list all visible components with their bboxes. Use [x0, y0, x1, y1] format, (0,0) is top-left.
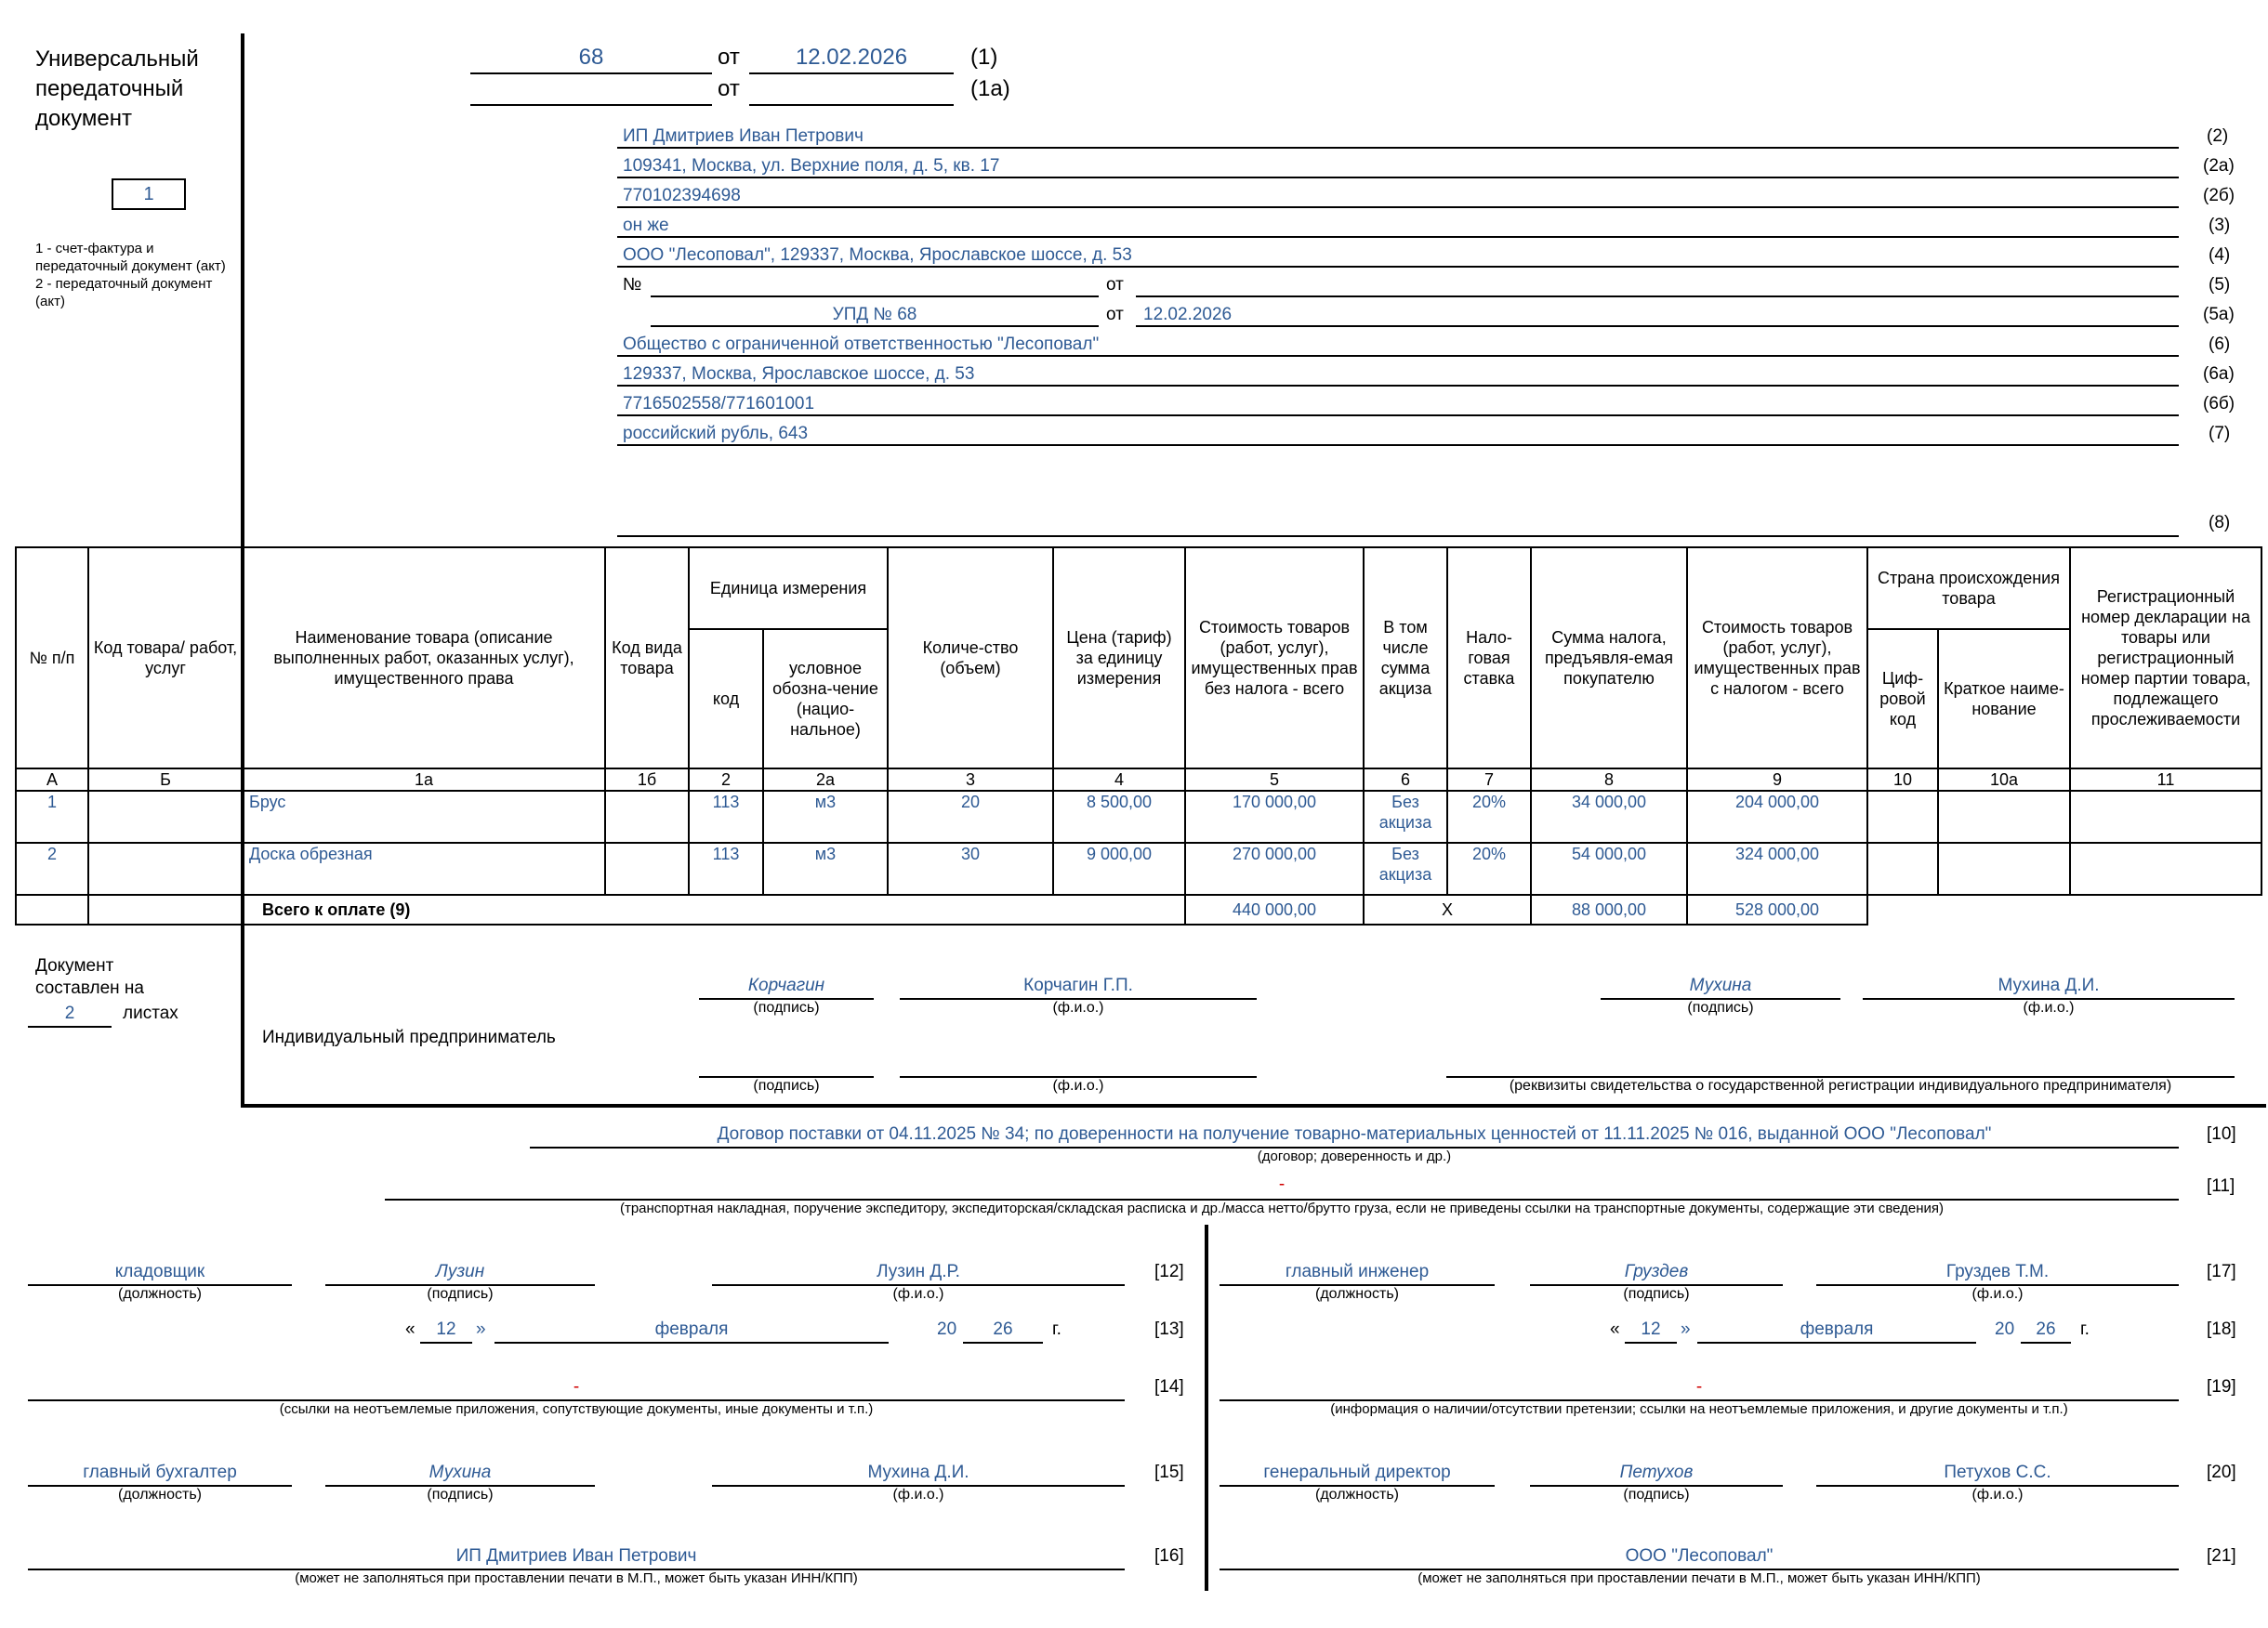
basis-caption: (договор; доверенность и др.)	[1257, 1149, 1452, 1164]
cap-fio: (ф.и.о.)	[892, 1286, 944, 1302]
code-21: [21]	[2207, 1546, 2236, 1566]
head-name[interactable]: Корчагин Г.П.	[1023, 976, 1133, 995]
col-code: 3	[888, 768, 1053, 791]
col-code: 2	[689, 768, 763, 791]
left-year-prefix: 20	[937, 1319, 957, 1339]
row-unit[interactable]: м3	[763, 791, 888, 843]
left-entity-caption: (может не заполняться при проставлении печати в М.П., может быть указан ИНН/КПП)	[295, 1570, 858, 1586]
code-20: [20]	[2207, 1463, 2236, 1482]
right-signature-1[interactable]: Груздев	[1624, 1262, 1689, 1281]
rule	[470, 104, 712, 106]
hdr-total: Стоимость товаров (работ, услуг), имущественных прав с налогом - всего	[1687, 547, 1867, 768]
right-info-caption: (информация о наличии/отсутствии претензии; ссылки на неотъемлемые приложения, и другие документы и т.п.)	[1330, 1401, 2068, 1417]
left-signature-2[interactable]: Мухина	[429, 1463, 492, 1482]
row-country-code[interactable]	[1867, 843, 1938, 895]
status-legend: 1 - счет-фактура и передаточный документ (акт) 2 - передаточный документ (акт)	[35, 241, 226, 309]
row-excise[interactable]: Без акциза	[1364, 791, 1447, 843]
totals-total[interactable]: 528 000,00	[1687, 895, 1867, 925]
cap-fio: (ф.и.о.)	[892, 1487, 944, 1503]
totals-blank	[88, 895, 243, 925]
doc-title: Универсальный передаточный документ	[35, 46, 199, 131]
row-unit-code[interactable]: 113	[689, 791, 763, 843]
col-code: 7	[1447, 768, 1531, 791]
code-3: (3)	[2209, 216, 2231, 235]
code-17: [17]	[2207, 1262, 2236, 1281]
hdr-country: Страна происхождения товара	[1867, 547, 2070, 629]
hdr-country-name: Краткое наиме-нование	[1938, 629, 2070, 768]
code-18: [18]	[2207, 1319, 2236, 1339]
col-code: 6	[1364, 768, 1447, 791]
hdr-price: Цена (тариф) за единицу измерения	[1053, 547, 1185, 768]
code-11: [11]	[2207, 1176, 2235, 1196]
right-entity-caption: (может не заполняться при проставлении печати в М.П., может быть указан ИНН/КПП)	[1418, 1570, 1981, 1586]
hdr-kind: Код вида товара	[605, 547, 689, 768]
code-13: [13]	[1154, 1319, 1184, 1339]
row-country-name[interactable]	[1938, 791, 2070, 843]
totals-label: Всего к оплате (9)	[243, 895, 1185, 925]
shipment-doc-from-label: от	[1106, 305, 1124, 324]
col-code: Б	[88, 768, 243, 791]
row-regnum[interactable]	[2070, 843, 2261, 895]
right-position-1[interactable]: главный инженер	[1285, 1262, 1430, 1281]
col-code: 10	[1867, 768, 1938, 791]
totals-row	[16, 895, 2261, 925]
hdr-unit-name: условное обозна-чение (нацио-нальное)	[763, 629, 888, 768]
basis-value[interactable]: Договор поставки от 04.11.2025 № 34; по доверенности на получение товарно-материальных ценностей от 11.11.2025 № 016, выданной ООО "Лесоповал"	[717, 1124, 1992, 1144]
acc-name[interactable]: Мухина Д.И.	[1998, 976, 2100, 995]
seller-name[interactable]: ИП Дмитриев Иван Петрович	[623, 126, 864, 146]
row-kind[interactable]	[605, 843, 689, 895]
invoice-from-label-2: от	[718, 76, 740, 101]
row-country-code[interactable]	[1867, 791, 1938, 843]
row-price[interactable]: 9 000,00	[1053, 843, 1185, 895]
row-price[interactable]: 8 500,00	[1053, 791, 1185, 843]
currency[interactable]: российский рубль, 643	[623, 424, 809, 443]
row-kind[interactable]	[605, 791, 689, 843]
quote-open: «	[405, 1319, 415, 1339]
left-month[interactable]: февраля	[654, 1319, 729, 1339]
cap-fio: (ф.и.о.)	[1052, 1000, 1104, 1016]
invoice-date[interactable]: 12.02.2026	[795, 45, 908, 70]
left-position-2[interactable]: главный бухгалтер	[83, 1463, 237, 1482]
left-entity[interactable]: ИП Дмитриев Иван Петрович	[455, 1546, 697, 1566]
rule	[494, 1342, 889, 1344]
totals-blank	[16, 895, 88, 925]
right-month[interactable]: февраля	[1800, 1319, 1874, 1339]
row-rate[interactable]: 20%	[1447, 843, 1531, 895]
row-name[interactable]: Брус	[243, 791, 605, 843]
sheets-count[interactable]: 2	[64, 1004, 75, 1023]
table-row	[16, 843, 2261, 895]
cap-position: (должность)	[1315, 1286, 1399, 1302]
right-name-2[interactable]: Петухов С.С.	[1944, 1463, 2051, 1482]
code-8: (8)	[2209, 513, 2231, 532]
hdr-regnum: Регистрационный номер декларации на товары или регистрационный номер партии товара, подлежащего прослеживаемости	[2070, 547, 2261, 768]
row-total[interactable]: 324 000,00	[1687, 843, 1867, 895]
consignee[interactable]: ООО "Лесоповал", 129337, Москва, Ярославское шоссе, д. 53	[623, 245, 1132, 265]
invoice-number[interactable]: 68	[578, 45, 604, 70]
left-signature-1[interactable]: Лузин	[435, 1262, 485, 1281]
hdr-country-code: Циф-ровой код	[1867, 629, 1938, 768]
center-divider	[1205, 1225, 1208, 1591]
invoice-from-label: от	[718, 45, 740, 70]
cap-sign: (подпись)	[1687, 1000, 1754, 1016]
code-15: [15]	[1154, 1463, 1184, 1482]
row-num[interactable]: 1	[16, 791, 88, 843]
hdr-name: Наименование товара (описание выполненных работ, оказанных услуг), имущественного права	[243, 547, 605, 768]
hdr-tax: Сумма налога, предъявля-емая покупателю	[1531, 547, 1687, 768]
head-signature[interactable]: Корчагин	[747, 976, 825, 995]
rule	[617, 385, 2179, 387]
row-unit-code[interactable]: 113	[689, 843, 763, 895]
col-code: 10а	[1938, 768, 2070, 791]
row-cost[interactable]: 170 000,00	[1185, 791, 1364, 843]
totals-tax[interactable]: 88 000,00	[1531, 895, 1687, 925]
rule	[617, 177, 2179, 178]
cap-sign: (подпись)	[427, 1487, 494, 1503]
cap-sign: (подпись)	[753, 1000, 820, 1016]
totals-empty	[1867, 895, 2261, 925]
right-entity[interactable]: ООО "Лесоповал"	[1625, 1546, 1774, 1566]
row-tax[interactable]: 34 000,00	[1531, 791, 1687, 843]
ip-label: Индивидуальный предприниматель	[262, 1028, 556, 1047]
left-position-1[interactable]: кладовщик	[114, 1262, 205, 1281]
hdr-rate: Нало-говая ставка	[1447, 547, 1531, 768]
col-code: А	[16, 768, 88, 791]
rule	[617, 236, 2179, 238]
rule	[617, 266, 2179, 268]
col-code: 8	[1531, 768, 1687, 791]
left-year-suffix: г.	[1052, 1319, 1061, 1339]
code-2: (2)	[2207, 126, 2229, 146]
code-2b: (2б)	[2203, 186, 2235, 205]
code-7: (7)	[2209, 424, 2231, 443]
buyer-address[interactable]: 129337, Москва, Ярославское шоссе, д. 53	[623, 364, 975, 384]
quote-close: »	[1681, 1319, 1691, 1339]
code-5: (5)	[2209, 275, 2231, 295]
buyer-name[interactable]: Общество с ограниченной ответственностью "Лесоповал"	[623, 335, 1100, 354]
code-1: (1)	[970, 45, 998, 70]
row-name[interactable]: Доска обрезная	[243, 843, 605, 895]
right-year[interactable]: 26	[2036, 1319, 2056, 1339]
rule	[1697, 1342, 1976, 1344]
cap-sign: (подпись)	[427, 1286, 494, 1302]
right-position-2[interactable]: генеральный директор	[1263, 1463, 1451, 1482]
cap-reg: (реквизиты свидетельства о государственной регистрации индивидуального предпринимателя)	[1509, 1078, 2172, 1094]
right-signature-2[interactable]: Петухов	[1619, 1463, 1694, 1482]
col-code: 1а	[243, 768, 605, 791]
rule	[617, 535, 2179, 537]
cap-position: (должность)	[118, 1286, 202, 1302]
left-day[interactable]: 12	[436, 1319, 456, 1339]
transport-caption: (транспортная накладная, поручение экспедитору, экспедиторская/складская расписка и др./масса нетто/брутто груза, если не приведены ссылки на транспортные документы, содержащие эти сведения)	[619, 1201, 1945, 1216]
row-num[interactable]: 2	[16, 843, 88, 895]
hdr-qty: Количе-ство (объем)	[888, 547, 1053, 768]
code-4: (4)	[2209, 245, 2231, 265]
rule	[470, 72, 712, 74]
col-code: 11	[2070, 768, 2261, 791]
hdr-num: № п/п	[16, 547, 88, 768]
col-code: 4	[1053, 768, 1185, 791]
rule	[1136, 325, 2179, 327]
buyer-inn[interactable]: 7716502558/771601001	[623, 394, 815, 414]
row-qty[interactable]: 20	[888, 791, 1053, 843]
acc-signature[interactable]: Мухина	[1689, 976, 1752, 995]
cap-fio: (ф.и.о.)	[2023, 1000, 2075, 1016]
cap-sign: (подпись)	[1623, 1487, 1690, 1503]
totals-cost[interactable]: 440 000,00	[1185, 895, 1364, 925]
cap-sign: (подпись)	[1623, 1286, 1690, 1302]
quote-open: «	[1610, 1319, 1620, 1339]
code-6b: (6б)	[2203, 394, 2235, 414]
payment-doc-from-label: от	[1106, 275, 1124, 295]
code-6a: (6а)	[2203, 364, 2235, 384]
code-19: [19]	[2207, 1377, 2236, 1397]
rule	[749, 72, 954, 74]
cap-position: (должность)	[118, 1487, 202, 1503]
right-name-1[interactable]: Груздев Т.М.	[1945, 1262, 2050, 1281]
col-codes-row	[16, 768, 2261, 791]
cap-fio: (ф.и.о.)	[1052, 1078, 1104, 1094]
rule	[617, 355, 2179, 357]
table-row	[16, 791, 2261, 843]
rule	[963, 1342, 1043, 1344]
right-year-suffix: г.	[2080, 1319, 2090, 1339]
hdr-unit: Единица измерения	[689, 547, 888, 629]
shipper[interactable]: он же	[623, 216, 669, 235]
col-code: 2а	[763, 768, 888, 791]
shipment-doc-date[interactable]: 12.02.2026	[1143, 305, 1233, 324]
col-code: 5	[1185, 768, 1364, 791]
row-code[interactable]	[88, 791, 243, 843]
rule	[617, 147, 2179, 149]
left-year[interactable]: 26	[993, 1319, 1013, 1339]
row-country-name[interactable]	[1938, 843, 2070, 895]
rule	[28, 1026, 112, 1028]
left-info-caption: (ссылки на неотъемлемые приложения, сопутствующие документы, иные документы и т.п.)	[279, 1401, 874, 1417]
block-bottom-line	[241, 1104, 2266, 1108]
quote-close: »	[476, 1319, 486, 1339]
shipment-doc[interactable]: УПД № 68	[832, 305, 917, 324]
rule	[617, 444, 2179, 446]
rule	[617, 206, 2179, 208]
row-excise[interactable]: Без акциза	[1364, 843, 1447, 895]
cap-fio: (ф.и.о.)	[1971, 1487, 2024, 1503]
rule	[1625, 1342, 1677, 1344]
right-year-prefix: 20	[1995, 1319, 2015, 1339]
cap-sign: (подпись)	[753, 1078, 820, 1094]
rule	[651, 295, 1099, 297]
cap-position: (должность)	[1315, 1487, 1399, 1503]
payment-doc-no-label: №	[623, 275, 642, 295]
row-code[interactable]	[88, 843, 243, 895]
code-5a: (5а)	[2203, 305, 2235, 324]
left-name-1[interactable]: Лузин Д.Р.	[877, 1262, 960, 1281]
code-1a: (1а)	[970, 76, 1010, 101]
transport-value[interactable]: -	[1278, 1175, 1286, 1194]
row-rate[interactable]: 20%	[1447, 791, 1531, 843]
totals-excise: X	[1364, 895, 1531, 925]
row-regnum[interactable]	[2070, 791, 2261, 843]
right-day[interactable]: 12	[1641, 1319, 1661, 1339]
goods-table	[15, 546, 2262, 926]
rule	[617, 414, 2179, 416]
seller-inn[interactable]: 770102394698	[623, 186, 741, 205]
rule	[749, 104, 954, 106]
status-box[interactable]: 1	[112, 178, 186, 210]
right-info[interactable]: -	[1695, 1377, 1703, 1397]
hdr-cost: Стоимость товаров (работ, услуг), имущественных прав без налога - всего	[1185, 547, 1364, 768]
rule	[651, 325, 1099, 327]
left-info[interactable]: -	[573, 1377, 580, 1397]
row-unit[interactable]: м3	[763, 843, 888, 895]
row-qty[interactable]: 30	[888, 843, 1053, 895]
rule	[1136, 295, 2179, 297]
rule	[2021, 1342, 2071, 1344]
code-2a: (2а)	[2203, 156, 2235, 176]
hdr-unit-code: код	[689, 629, 763, 768]
seller-address[interactable]: 109341, Москва, ул. Верхние поля, д. 5, кв. 17	[623, 156, 1000, 176]
rule	[420, 1342, 472, 1344]
col-code: 9	[1687, 768, 1867, 791]
code-16: [16]	[1154, 1546, 1184, 1566]
cap-fio: (ф.и.о.)	[1971, 1286, 2024, 1302]
row-tax[interactable]: 54 000,00	[1531, 843, 1687, 895]
left-name-2[interactable]: Мухина Д.И.	[867, 1463, 969, 1482]
code-14: [14]	[1154, 1377, 1184, 1397]
row-total[interactable]: 204 000,00	[1687, 791, 1867, 843]
sheets-label: Документ составлен на	[35, 956, 144, 998]
code-10: [10]	[2207, 1124, 2236, 1144]
col-code: 1б	[605, 768, 689, 791]
code-12: [12]	[1154, 1262, 1184, 1281]
sheets-label-2: листах	[123, 1004, 178, 1023]
code-6: (6)	[2209, 335, 2231, 354]
row-cost[interactable]: 270 000,00	[1185, 843, 1364, 895]
hdr-code: Код товара/ работ, услуг	[88, 547, 243, 768]
hdr-excise: В том числе сумма акциза	[1364, 547, 1447, 768]
